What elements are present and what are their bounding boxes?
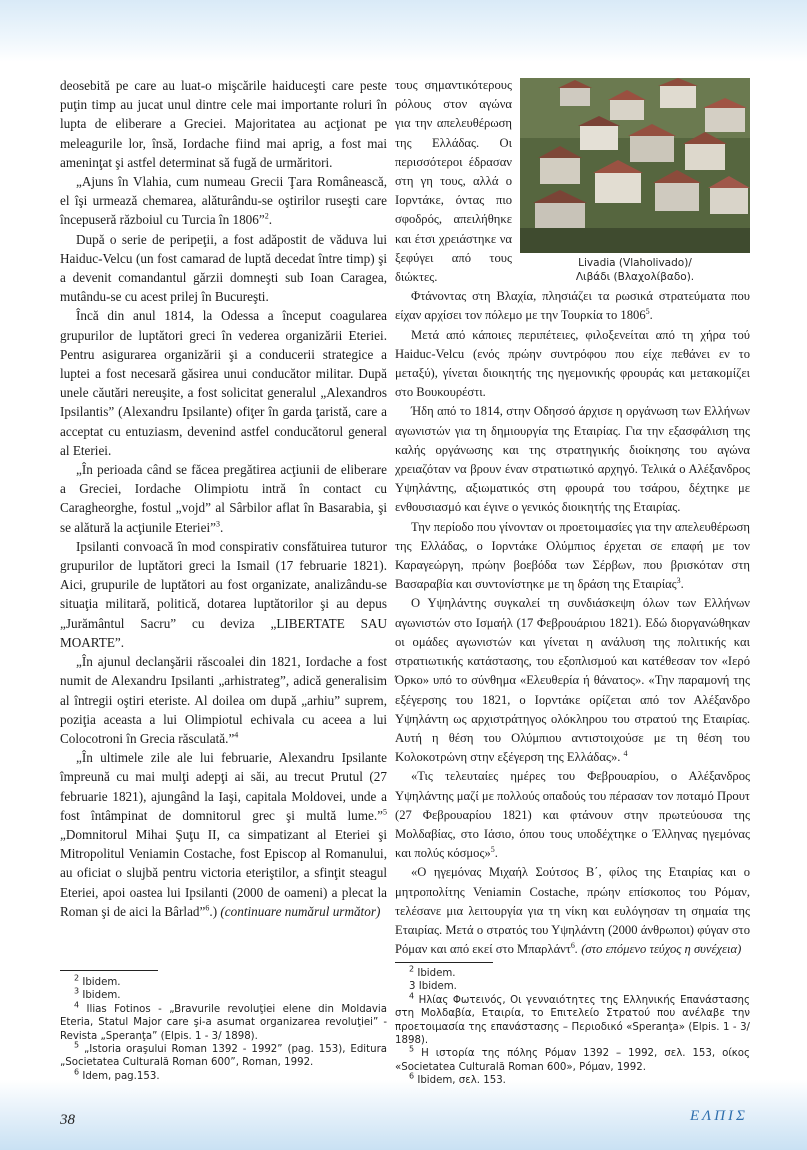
- left-footnotes: [60, 973, 387, 1083]
- photo-figure: [520, 78, 750, 284]
- paragraph: Μετά από κάποιες περιπέτειες, φιλοξενείται από τη χήρα τού Haiduc-Velcu (ενός πρώην συντρόφου που είχε πεθάνει εν το μεταξύ), γίνεται διοικητής της ηγεμονικής φρουράς και μετακομίζει στο Βουκουρέστι.: [395, 327, 750, 400]
- footnote-ref: 3: [676, 576, 681, 586]
- footnote: $^2$ Ibidem.: [74, 973, 121, 988]
- village-photo: [520, 78, 750, 253]
- page-number: 38: [60, 1112, 75, 1128]
- footnote-divider: [395, 962, 493, 963]
- footnote: 3 Ibidem.: [409, 981, 457, 993]
- village-illustration: [520, 78, 750, 253]
- footer-band: [0, 1080, 807, 1150]
- paragraph: τους σημαντικότερους ρόλους στον αγώνα για την απελευθέρωση της Ελλάδας. Οι περισσότεροι έδρασαν στη γη τους, αλλά ο Ιορντάκε, όντας πιο σφοδρός, απειλήθηκε και έτσι χρειάστηκε να ξεφύγει από τους διώκτες.: [395, 78, 512, 285]
- footnote: $^4$ Ilias Fotinos - „Bravurile revoluţiei elene din Moldavia Eteria, Statul Major care şi-a asumat organizarea revoluţiei” - Revista „Speranţa” (Elpis. 1 - 3/ 1898).: [60, 1000, 387, 1042]
- footnote-ref: 6: [570, 940, 575, 950]
- left-column-romanian: [60, 76, 387, 921]
- footnote: $^5$ Η ιστορία της πόλης Ρόμαν 1392 – 1992, σελ. 153, οίκος «Societatea Culturală Roman 600», Ρόμαν, 1992.: [395, 1045, 750, 1073]
- paragraph: „În perioada când se făcea pregătirea acţiunii de eliberare a Greciei, Iordache Olimpiotu intră în contact cu Caragheorghe, fostul „vojd” al Sârbilor aflat în Basarabia, şi se alătură la acţiunile Eteriei”$^3$.: [60, 462, 387, 535]
- right-column-greek: [395, 76, 750, 959]
- footnote-ref: 4: [234, 730, 239, 740]
- paragraph: deosebită pe care au luat-o mişcările haiduceşti care peste puţin timp au jucat unul dintre cele mai importante roluri în lupta de eliberare a Greciei. Majoritatea au acţionat pe meleagurile lor, însă, Iordache fiind mai aprig, a fost mai ameninţat şi astfel determinat să fugă de urmăritori.: [60, 78, 387, 170]
- footnote-ref: 4: [623, 748, 628, 758]
- footnote-ref: 6: [205, 903, 210, 913]
- paragraph: «Τις τελευταίες ημέρες του Φεβρουαρίου, ο Αλέξανδρος Υψηλάντης μαζί με πολλούς οπαδούς του πέρασαν τον ποταμό Προυτ (27 Φεβρουαρίου 1821) και φτάνουν στην πρωτεύουσα της Μολδαβίας, στο Ιάσιο, όπου τους υποδέχτηκε ο Έλληνας ηγεμόνας και πολύς κόσμος»$^5$.: [395, 769, 750, 861]
- paragraph: Φτάνοντας στη Βλαχία, πλησιάζει τα ρωσικά στρατεύματα που είχαν αρχίσει τον πόλεμο με την Τουρκία το 1806$^5$.: [395, 289, 750, 323]
- footnote-divider: [60, 970, 158, 971]
- footnote-ref: 5: [645, 307, 650, 317]
- paragraph: Ο Υψηλάντης συγκαλεί τη συνδιάσκεψη όλων των Ελλήνων αγωνιστών στο Ισμαήλ (17 Φεβρουάριου 1821). Εδώ διοργανώθηκαν οι ομάδες αγωνιστών και γίνεται η ανάλυση της πολιτικής και στρατιωτικής κατάστασης, του εξοπλισμού και κατέθεσαν τον «Ιερό Όρκο» υπό το σύνθημα «Ελευθερία ή θάνατος». «Την παραμονή της εξέγερσης του 1821, ο Ιορντάκε ορίζεται από τον Αλέξανδρο Υψηλάντη ως αρχιστράτηγος ολόκληρου του στρατού της Εταιρίας. Αυτή η θέση του Ολύμπιου αντιστοιχούσε με τη θέση του Κολοκοτρώνη στην εξέγερση της Ελλάδας». $^4$: [395, 596, 750, 765]
- footnote: $^2$ Ibidem.: [409, 964, 456, 979]
- continued-note: . (στο επόμενο τεύχος η συνέχεια): [574, 942, 742, 957]
- paragraph: Ήδη από το 1814, στην Οδησσό άρχισε η οργάνωση των Ελλήνων αγωνιστών για τη δημιουργία της Εταιρίας. Για την εξασφάλιση της καλής οργάνωσης και της στρατηγικής διοίκησης του αγώνα χρειαζόταν να βρουν έναν στρατιωτικό αρχηγό. Τελικά ο Αλέξανδρος Υψηλάντης, αξιωματικός στη φρουρά του τσάρου, δέχτηκε με ενθουσιασμό και έγινε ο γενικός διοικητής της Εταιρίας.: [395, 404, 750, 515]
- paragraph: „În ajunul declanşării răscoalei din 1821, Iordache a fost numit de Alexandru Ipsilanti „arhistrateg”, adică generalisim al întregii oştiri eteriste. Al doilea om după „arhiu” suprem, poziţia aceasta a lui Olimpiotul echivala cu aceea a lui Colocotroni în Grecia răsculată.”$^4$: [60, 654, 387, 746]
- continued-note: (continuare numărul următor): [220, 903, 381, 919]
- paragraph: „În ultimele zile ale lui februarie, Alexandru Ipsilante împreună cu mai mulţi adepţi ai săi, au trecut Prutul (27 februarie 1821), ajungând la Iaşi, capitala Moldovei, unde a fost întâmpinat de domnitorul grec şi multă lume.”$^5$ „Domnitorul Mihai Şuţu II, ca simpatizant al Eteriei şi Mitropolitul Veniamin Costache, fost Episcop al Romanului, au oficiat o slujbă pentru victoria eteriştilor, a sfinţit steagul Eteriei, apoi oastea lui Ipsilanti (2000 de oameni) a plecat la Roman şi de aici la Bârlad”$^6$.) (continuare numărul următor): [60, 750, 387, 919]
- paragraph: «Ο ηγεμόνας Μιχαήλ Σούτσος Β΄, φίλος της Εταιρίας και ο μητροπολίτης Veniamin Costache, πρώην επίσκοπος του Ρόμαν, τελέσανε μια λειτουργία για τη νίκη και ευλόγησαν τη σημαία της Εταιρίας. Μετά ο στρατός του Υψηλάντη (2000 άνθρωποι) φύγαν στο Ρόμαν και από εκεί στο Μπαρλάντ$^6$. (στο επόμενο τεύχος η συνέχεια): [395, 865, 750, 957]
- header-band: [0, 0, 807, 62]
- footnote-ref: 5: [490, 844, 495, 854]
- footnote: $^4$ Ηλίας Φωτεινός, Οι γενναιότητες της Ελληνικής Επανάστασης στη Μολδαβία, Εταιρία, το Επιτελείο Στρατού που ανέλαβε την προετοιμασία της επανάστασης – Περιοδικό «Speranţa» (Elpis. 1 - 3/ 1898).: [395, 991, 750, 1047]
- footnote-ref: 3: [215, 519, 220, 529]
- paragraph: După o serie de peripeţii, a fost adăpostit de văduva lui Haiduc-Velcu (un fost camarad de luptă decedat între timp) şi a devenit comandantul gărzii domneşti sub Ioan Caragea, mutându-se cu acest prilej în Bucureşti.: [60, 231, 387, 305]
- footnote: $^3$ Ibidem.: [74, 987, 121, 1002]
- paragraph: „Ajuns în Vlahia, cum numeau Grecii Ţara Românească, el îşi urmează chemarea, alăturându-se oştirilor ruseşti care începuseră războiul cu Turcia în 1806”$^2$.: [60, 174, 387, 228]
- footnote-ref: 5: [383, 807, 387, 817]
- footnote: $^5$ „Istoria oraşului Roman 1392 - 1992” (pag. 153), Editura „Societatea Culturală Roman 600”, Roman, 1992.: [60, 1040, 387, 1069]
- footnote: $^6$ Ibidem, σελ. 153.: [409, 1071, 506, 1087]
- photo-caption: Livadia (Vlaholivado)/ Λιβάδι (Βλαχολίβαδο).: [575, 257, 695, 283]
- right-footnotes: [395, 964, 750, 1088]
- paragraph: Την περίοδο που γίνονταν οι προετοιμασίες για την απελευθέρωση της Ελλάδας, ο Ιορντάκε Ολύμπιος έρχεται σε επαφή με τον Καραγεώργη, πρώην βοεβόδα των Σέρβων, που βρισκόταν στη Βασαραβία και συντονίστηκε με τη δράση της Εταιρίας$^3$.: [395, 519, 750, 592]
- footnote-ref: 2: [264, 212, 269, 222]
- footnote: $^6$ Idem, pag.153.: [74, 1067, 160, 1082]
- paragraph: Încă din anul 1814, la Odessa a început coagularea grupurilor de luptători greci în vederea organizării Eteriei. Pentru asigurarea organizării şi a conducerii strategice a luptei a fost necesară găsirea unui conducător militar. După unele căutări nereuşite, a fost solicitat generalul „Alexandros Ipsilantis” (Alexandru Ipsilante) ofiţer în garda ţaristă, care a acceptat cu entuziasm, devenind astfel conducătorul general al Eteriei.: [60, 308, 387, 458]
- paragraph: Ipsilanti convoacă în mod conspirativ consfătuirea tuturor grupurilor de luptători greci la Ismail (17 februarie 1821). Aici, grupurile de luptători au fost organizate, analizându-se situaţia militară, politică, dotarea luptătorilor şi au depus „Jurământul Sacru” cu deviza „LIBERTATE SAU MOARTE”.: [60, 538, 387, 650]
- journal-title: ΕΛΠΙΣ: [690, 1108, 748, 1124]
